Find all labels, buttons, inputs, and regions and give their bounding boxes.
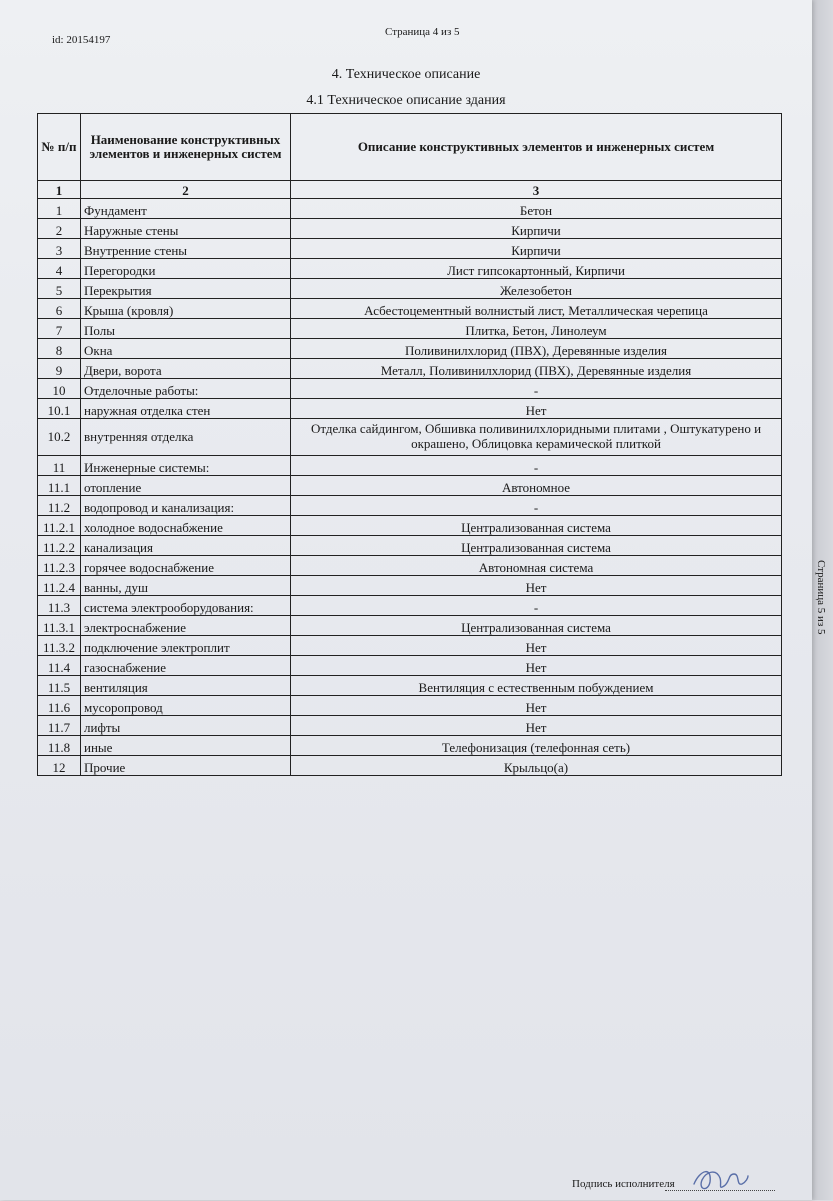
row-number: 11.1 bbox=[38, 476, 81, 496]
section-title: 4. Техническое описание bbox=[331, 67, 481, 82]
element-description bbox=[291, 419, 782, 456]
row-number: 11 bbox=[38, 456, 81, 476]
table-row bbox=[38, 476, 782, 496]
element-description: Железобетон bbox=[291, 279, 782, 299]
element-description-text: Отделка сайдингом, Обшивка поливинилхлоридными плитами , Оштукатурено и окрашено, Облицовка керамической плиткой bbox=[310, 421, 762, 451]
column-index-row bbox=[38, 181, 782, 199]
element-name: Окна bbox=[81, 339, 291, 359]
row-number: 11.3.1 bbox=[38, 616, 81, 636]
handwritten-signature-icon bbox=[690, 1160, 750, 1201]
element-description: Централизованная система bbox=[291, 536, 782, 556]
element-name: Перегородки bbox=[81, 259, 291, 279]
element-description: Автономное bbox=[291, 476, 782, 496]
row-number: 11.2.3 bbox=[38, 556, 81, 576]
row-number: 11.2.4 bbox=[38, 576, 81, 596]
column-index: 1 bbox=[38, 181, 81, 199]
table-row bbox=[38, 536, 782, 556]
element-description: Нет bbox=[291, 696, 782, 716]
table-row bbox=[38, 319, 782, 339]
subsection-title: 4.1 Техническое описание здания bbox=[306, 93, 506, 108]
element-name: отопление bbox=[81, 476, 291, 496]
row-number: 7 bbox=[38, 319, 81, 339]
row-number: 5 bbox=[38, 279, 81, 299]
header-num: № п/п bbox=[38, 114, 81, 181]
element-description: Асбестоцементный волнистый лист, Металлическая черепица bbox=[291, 299, 782, 319]
table-row bbox=[38, 299, 782, 319]
element-description: Нет bbox=[291, 576, 782, 596]
table-row bbox=[38, 596, 782, 616]
element-name: мусоропровод bbox=[81, 696, 291, 716]
element-name: иные bbox=[81, 736, 291, 756]
table-row bbox=[38, 636, 782, 656]
element-description: Бетон bbox=[291, 199, 782, 219]
row-number: 1 bbox=[38, 199, 81, 219]
element-name: ванны, душ bbox=[81, 576, 291, 596]
element-description: Централизованная система bbox=[291, 516, 782, 536]
table-row bbox=[38, 496, 782, 516]
table-row bbox=[38, 399, 782, 419]
element-description: Металл, Поливинилхлорид (ПВХ), Деревянные изделия bbox=[291, 359, 782, 379]
element-description: Кирпичи bbox=[291, 219, 782, 239]
side-page-number: Страница 5 из 5 bbox=[815, 560, 827, 635]
element-name: Внутренние стены bbox=[81, 239, 291, 259]
table-row bbox=[38, 199, 782, 219]
row-number: 12 bbox=[38, 756, 81, 776]
column-index: 3 bbox=[291, 181, 782, 199]
table-row bbox=[38, 676, 782, 696]
table-row bbox=[38, 359, 782, 379]
element-name: подключение электроплит bbox=[81, 636, 291, 656]
header-desc: Описание конструктивных элементов и инженерных систем bbox=[291, 114, 782, 181]
element-description: Лист гипсокартонный, Кирпичи bbox=[291, 259, 782, 279]
row-number: 2 bbox=[38, 219, 81, 239]
element-description: - bbox=[291, 456, 782, 476]
element-name: горячее водоснабжение bbox=[81, 556, 291, 576]
table-row bbox=[38, 339, 782, 359]
row-number: 11.5 bbox=[38, 676, 81, 696]
row-number: 10.2 bbox=[38, 419, 81, 456]
row-number: 8 bbox=[38, 339, 81, 359]
header-name: Наименование конструктивных элементов и инженерных систем bbox=[81, 114, 291, 181]
table-row bbox=[38, 656, 782, 676]
element-name: Двери, ворота bbox=[81, 359, 291, 379]
row-number: 6 bbox=[38, 299, 81, 319]
element-description: Поливинилхлорид (ПВХ), Деревянные изделия bbox=[291, 339, 782, 359]
element-description: Нет bbox=[291, 716, 782, 736]
element-description: Плитка, Бетон, Линолеум bbox=[291, 319, 782, 339]
element-name: лифты bbox=[81, 716, 291, 736]
table-row bbox=[38, 419, 782, 456]
table-row bbox=[38, 736, 782, 756]
row-number: 11.2 bbox=[38, 496, 81, 516]
row-number: 11.3.2 bbox=[38, 636, 81, 656]
table-row bbox=[38, 696, 782, 716]
element-description: Крыльцо(а) bbox=[291, 756, 782, 776]
table-row bbox=[38, 556, 782, 576]
row-number: 10.1 bbox=[38, 399, 81, 419]
table-row bbox=[38, 576, 782, 596]
element-description: Кирпичи bbox=[291, 239, 782, 259]
column-index: 2 bbox=[81, 181, 291, 199]
table-header-row bbox=[38, 114, 782, 181]
element-name: Фундамент bbox=[81, 199, 291, 219]
element-name: вентиляция bbox=[81, 676, 291, 696]
page-number: Страница 4 из 5 bbox=[385, 26, 460, 38]
element-name: Перекрытия bbox=[81, 279, 291, 299]
element-name: наружная отделка стен bbox=[81, 399, 291, 419]
row-number: 3 bbox=[38, 239, 81, 259]
row-number: 11.7 bbox=[38, 716, 81, 736]
row-number: 11.6 bbox=[38, 696, 81, 716]
technical-description-table bbox=[37, 113, 782, 776]
document-id: id: 20154197 bbox=[52, 34, 111, 46]
row-number: 4 bbox=[38, 259, 81, 279]
element-description: - bbox=[291, 496, 782, 516]
row-number: 11.3 bbox=[38, 596, 81, 616]
element-name: водопровод и канализация: bbox=[81, 496, 291, 516]
table-row bbox=[38, 219, 782, 239]
element-name: канализация bbox=[81, 536, 291, 556]
element-name: Полы bbox=[81, 319, 291, 339]
element-name: Отделочные работы: bbox=[81, 379, 291, 399]
table-row bbox=[38, 279, 782, 299]
element-description: Нет bbox=[291, 399, 782, 419]
element-name: Наружные стены bbox=[81, 219, 291, 239]
element-description: Вентиляция с естественным побуждением bbox=[291, 676, 782, 696]
row-number: 10 bbox=[38, 379, 81, 399]
signature-label: Подпись исполнителя bbox=[572, 1178, 675, 1190]
element-description: Телефонизация (телефонная сеть) bbox=[291, 736, 782, 756]
row-number: 9 bbox=[38, 359, 81, 379]
element-name: Инженерные системы: bbox=[81, 456, 291, 476]
element-description: Нет bbox=[291, 656, 782, 676]
table-row bbox=[38, 516, 782, 536]
element-name: система электрооборудования: bbox=[81, 596, 291, 616]
element-name: внутренняя отделка bbox=[81, 419, 291, 456]
table-row bbox=[38, 379, 782, 399]
table-row bbox=[38, 259, 782, 279]
table-row bbox=[38, 616, 782, 636]
row-number: 11.2.1 bbox=[38, 516, 81, 536]
element-name: Прочие bbox=[81, 756, 291, 776]
row-number: 11.4 bbox=[38, 656, 81, 676]
element-description: - bbox=[291, 596, 782, 616]
row-number: 11.8 bbox=[38, 736, 81, 756]
row-number: 11.2.2 bbox=[38, 536, 81, 556]
table-row bbox=[38, 756, 782, 776]
element-description: Нет bbox=[291, 636, 782, 656]
element-description: Централизованная система bbox=[291, 616, 782, 636]
element-description: - bbox=[291, 379, 782, 399]
element-description: Автономная система bbox=[291, 556, 782, 576]
element-name: холодное водоснабжение bbox=[81, 516, 291, 536]
table-row bbox=[38, 239, 782, 259]
element-name: Крыша (кровля) bbox=[81, 299, 291, 319]
table-row bbox=[38, 716, 782, 736]
element-name: электроснабжение bbox=[81, 616, 291, 636]
element-name: газоснабжение bbox=[81, 656, 291, 676]
table-row bbox=[38, 456, 782, 476]
